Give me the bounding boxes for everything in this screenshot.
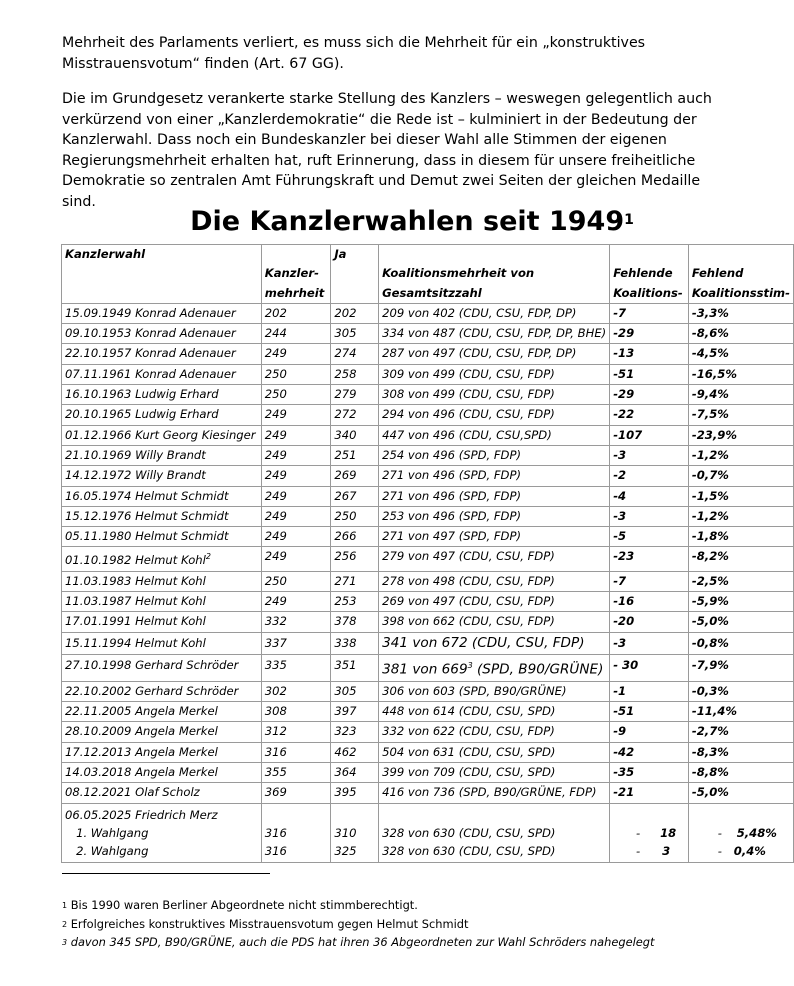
cell-kanzlerwahl: 17.01.1991 Helmut Kohl <box>62 612 262 632</box>
cell-kanzlermehrheit: 335 <box>261 654 331 681</box>
cell-fehlende: -35 <box>610 763 689 783</box>
table-row <box>62 702 794 722</box>
cell-ja: 202 <box>331 303 379 323</box>
cell-kanzlermehrheit: 244 <box>261 324 331 344</box>
cell-kanzlerwahl: 16.10.1963 Ludwig Erhard <box>62 385 262 405</box>
cell-fehlende: -3 <box>610 506 689 526</box>
cell-fehlend-prozent: -16,5% <box>688 364 793 384</box>
cell-ja: 256 <box>331 547 379 571</box>
cell-fehlend-prozent: -0,7% <box>688 466 793 486</box>
cell-fehlend-prozent: -7,5% <box>688 405 793 425</box>
cell-koalition: 504 von 631 (CDU, CSU, SPD) <box>379 742 610 762</box>
cell-ja: 338 <box>331 632 379 654</box>
cell-kanzlermehrheit: 332 <box>261 612 331 632</box>
cell-ja: 323 <box>331 722 379 742</box>
cell-ja: 274 <box>331 344 379 364</box>
cell-fehlende: -16 <box>610 591 689 611</box>
cell-kanzlermehrheit: 308 <box>261 702 331 722</box>
table-row <box>62 763 794 783</box>
cell-kanzlerwahl: 14.12.1972 Willy Brandt <box>62 466 262 486</box>
cell-fehlend-prozent: -5,0% <box>688 612 793 632</box>
cell-kanzlermehrheit: 312 <box>261 722 331 742</box>
header-kanzlermehrheit: Kanzler- mehrheit <box>261 245 331 304</box>
cell-kanzlermehrheit: 249 <box>261 486 331 506</box>
cell-fehlende: -42 <box>610 742 689 762</box>
cell-ja: 340 <box>331 425 379 445</box>
table-row <box>62 571 794 591</box>
cell-koalition: 448 von 614 (CDU, CSU, SPD) <box>379 702 610 722</box>
table-header-row <box>62 245 794 304</box>
cell-kanzlermehrheit: 249 <box>261 405 331 425</box>
footnote-2: $^2$ Erfolgreiches konstruktives Misstrauensvotum gegen Helmut Schmidt <box>62 917 469 931</box>
cell-fehlend-prozent: -8,6% <box>688 324 793 344</box>
cell-kanzlerwahl: 22.11.2005 Angela Merkel <box>62 702 262 722</box>
cell-koalition: 253 von 496 (SPD, FDP) <box>379 506 610 526</box>
cell-kanzlermehrheit: 249 <box>261 425 331 445</box>
cell-ja: 269 <box>331 466 379 486</box>
cell-ja: 397 <box>331 702 379 722</box>
cell-kanzlerwahl: 09.10.1953 Konrad Adenauer <box>62 324 262 344</box>
cell-koalition: 399 von 709 (CDU, CSU, SPD) <box>379 763 610 783</box>
cell-fehlende: -7 <box>610 571 689 591</box>
cell-koalition: 308 von 499 (CDU, CSU, FDP) <box>379 385 610 405</box>
footnote-1: $^1$ Bis 1990 waren Berliner Abgeordnete nicht stimmberechtigt. <box>62 898 418 912</box>
cell-kanzlerwahl: 15.09.1949 Konrad Adenauer <box>62 303 262 323</box>
table-row <box>62 612 794 632</box>
header-ja: Ja <box>331 245 379 304</box>
cell-koalition: 269 von 497 (CDU, CSU, FDP) <box>379 591 610 611</box>
table-row <box>62 591 794 611</box>
cell-kanzlerwahl: 01.10.1982 Helmut Kohl$^2$ <box>62 547 262 571</box>
table-row <box>62 527 794 547</box>
header-koalitionsmehrheit: Koalitionsmehrheit von Gesamtsitzzahl <box>379 245 610 304</box>
table-row <box>62 344 794 364</box>
cell-fehlend-prozent: -23,9% <box>688 425 793 445</box>
cell-ja: 378 <box>331 612 379 632</box>
intro-paragraph-1: Mehrheit des Parlaments verliert, es muss sich die Mehrheit für ein „konstruktives Misstrauensvotum“ finden (Art. 67 GG). <box>62 35 646 72</box>
cell-fehlend-prozent: -1,2% <box>688 445 793 465</box>
table-row-merz <box>62 803 794 862</box>
cell-koalition: 306 von 603 (SPD, B90/GRÜNE) <box>379 681 610 701</box>
cell-kanzlerwahl: 16.05.1974 Helmut Schmidt <box>62 486 262 506</box>
cell-kanzlerwahl: 15.12.1976 Helmut Schmidt <box>62 506 262 526</box>
cell-kanzlermehrheit: 250 <box>261 385 331 405</box>
cell-koalition: 309 von 499 (CDU, CSU, FDP) <box>379 364 610 384</box>
cell-kanzlerwahl: 28.10.2009 Angela Merkel <box>62 722 262 742</box>
cell-fehlend-prozent: -7,9% <box>688 654 793 681</box>
table-row <box>62 722 794 742</box>
cell-koalition: 271 von 497 (SPD, FDP) <box>379 527 610 547</box>
cell-ja: 267 <box>331 486 379 506</box>
cell-ja: 351 <box>331 654 379 681</box>
cell-fehlend-prozent: - 5,48% - 0,4% <box>688 803 793 862</box>
cell-koalition: 279 von 497 (CDU, CSU, FDP) <box>379 547 610 571</box>
cell-kanzlerwahl: 22.10.2002 Gerhard Schröder <box>62 681 262 701</box>
cell-fehlend-prozent: -5,0% <box>688 783 793 803</box>
table-row <box>62 632 794 654</box>
header-fehlend-prozent: Fehlend Koalitionsstim- <box>688 245 793 304</box>
cell-fehlend-prozent: -8,3% <box>688 742 793 762</box>
cell-fehlend-prozent: -1,8% <box>688 527 793 547</box>
cell-fehlende: -1 <box>610 681 689 701</box>
cell-ja: 250 <box>331 506 379 526</box>
table-row <box>62 466 794 486</box>
cell-kanzlerwahl: 15.11.1994 Helmut Kohl <box>62 632 262 654</box>
cell-koalition: 209 von 402 (CDU, CSU, FDP, DP) <box>379 303 610 323</box>
table-row <box>62 324 794 344</box>
cell-koalition: 328 von 630 (CDU, CSU, SPD) 328 von 630 (CDU, CSU, SPD) <box>379 803 610 862</box>
table-row <box>62 445 794 465</box>
cell-ja: 271 <box>331 571 379 591</box>
cell-fehlende: -107 <box>610 425 689 445</box>
table-row <box>62 654 794 681</box>
cell-fehlende: -20 <box>610 612 689 632</box>
cell-fehlend-prozent: -2,7% <box>688 722 793 742</box>
cell-fehlende: - 30 <box>610 654 689 681</box>
cell-fehlend-prozent: -4,5% <box>688 344 793 364</box>
cell-kanzlermehrheit: 202 <box>261 303 331 323</box>
cell-ja: 279 <box>331 385 379 405</box>
cell-kanzlermehrheit: 249 <box>261 527 331 547</box>
cell-fehlende: -7 <box>610 303 689 323</box>
table-row <box>62 425 794 445</box>
cell-koalition: 398 von 662 (CDU, CSU, FDP) <box>379 612 610 632</box>
cell-kanzlerwahl: 01.12.1966 Kurt Georg Kiesinger <box>62 425 262 445</box>
cell-ja: 305 <box>331 324 379 344</box>
cell-kanzlerwahl: 21.10.1969 Willy Brandt <box>62 445 262 465</box>
cell-ja: 258 <box>331 364 379 384</box>
cell-ja: 305 <box>331 681 379 701</box>
cell-kanzlermehrheit: 355 <box>261 763 331 783</box>
cell-kanzlerwahl: 27.10.1998 Gerhard Schröder <box>62 654 262 681</box>
cell-fehlende: -4 <box>610 486 689 506</box>
cell-kanzlermehrheit: 250 <box>261 571 331 591</box>
cell-kanzlermehrheit: 337 <box>261 632 331 654</box>
table-row <box>62 405 794 425</box>
cell-fehlend-prozent: -2,5% <box>688 571 793 591</box>
cell-kanzlerwahl: 05.11.1980 Helmut Schmidt <box>62 527 262 547</box>
table-row <box>62 547 794 571</box>
table-row <box>62 364 794 384</box>
cell-koalition: 294 von 496 (CDU, CSU, FDP) <box>379 405 610 425</box>
cell-kanzlermehrheit: 302 <box>261 681 331 701</box>
cell-kanzlerwahl: 22.10.1957 Konrad Adenauer <box>62 344 262 364</box>
cell-koalition: 332 von 622 (CDU, CSU, FDP) <box>379 722 610 742</box>
cell-fehlende: -22 <box>610 405 689 425</box>
table-title-text: Die Kanzlerwahlen seit 1949 <box>190 206 625 237</box>
title-footnote-marker: 1 <box>624 212 634 228</box>
cell-kanzlerwahl: 11.03.1983 Helmut Kohl <box>62 571 262 591</box>
cell-kanzlermehrheit: 249 <box>261 591 331 611</box>
cell-koalition: 416 von 736 (SPD, B90/GRÜNE, FDP) <box>379 783 610 803</box>
cell-fehlend-prozent: -8,8% <box>688 763 793 783</box>
cell-fehlend-prozent: -8,2% <box>688 547 793 571</box>
table-title <box>0 204 794 240</box>
cell-ja: 272 <box>331 405 379 425</box>
cell-kanzlermehrheit: 249 <box>261 506 331 526</box>
cell-fehlende: -29 <box>610 385 689 405</box>
cell-fehlende: -13 <box>610 344 689 364</box>
cell-fehlende: -2 <box>610 466 689 486</box>
header-kanzlerwahl: Kanzlerwahl <box>62 245 262 304</box>
cell-ja: 251 <box>331 445 379 465</box>
cell-fehlende: - 18 - 3 <box>610 803 689 862</box>
cell-kanzlerwahl: 20.10.1965 Ludwig Erhard <box>62 405 262 425</box>
cell-fehlend-prozent: -5,9% <box>688 591 793 611</box>
cell-fehlende: -3 <box>610 445 689 465</box>
cell-koalition: 271 von 496 (SPD, FDP) <box>379 466 610 486</box>
table-row <box>62 303 794 323</box>
cell-fehlend-prozent: -9,4% <box>688 385 793 405</box>
footnote-separator <box>62 873 270 874</box>
cell-kanzlerwahl: 14.03.2018 Angela Merkel <box>62 763 262 783</box>
cell-kanzlerwahl: 06.05.2025 Friedrich Merz 1. Wahlgang 2. Wahlgang <box>62 803 262 862</box>
cell-fehlend-prozent: -0,8% <box>688 632 793 654</box>
cell-fehlend-prozent: -1,2% <box>688 506 793 526</box>
cell-koalition: 341 von 672 (CDU, CSU, FDP) <box>379 632 610 654</box>
cell-kanzlermehrheit: 250 <box>261 364 331 384</box>
cell-kanzlermehrheit: 369 <box>261 783 331 803</box>
cell-koalition: 278 von 498 (CDU, CSU, FDP) <box>379 571 610 591</box>
cell-ja: 253 <box>331 591 379 611</box>
cell-koalition: 254 von 496 (SPD, FDP) <box>379 445 610 465</box>
header-fehlende: Fehlende Koalitions- <box>610 245 689 304</box>
table-row <box>62 486 794 506</box>
cell-kanzlermehrheit: 249 <box>261 547 331 571</box>
cell-fehlend-prozent: -11,4% <box>688 702 793 722</box>
cell-fehlende: -23 <box>610 547 689 571</box>
cell-kanzlerwahl: 07.11.1961 Konrad Adenauer <box>62 364 262 384</box>
cell-fehlend-prozent: -0,3% <box>688 681 793 701</box>
cell-kanzlerwahl: 11.03.1987 Helmut Kohl <box>62 591 262 611</box>
cell-kanzlermehrheit: 249 <box>261 445 331 465</box>
cell-kanzlerwahl: 17.12.2013 Angela Merkel <box>62 742 262 762</box>
cell-fehlende: -5 <box>610 527 689 547</box>
cell-koalition: 334 von 487 (CDU, CSU, FDP, DP, BHE) <box>379 324 610 344</box>
cell-koalition: 271 von 496 (SPD, FDP) <box>379 486 610 506</box>
cell-ja: 395 <box>331 783 379 803</box>
cell-koalition: 381 von $669^3$ (SPD, B90/GRÜNE) <box>379 654 610 681</box>
cell-ja: 310 325 <box>331 803 379 862</box>
footnote-3: $^3$ davon 345 SPD, B90/GRÜNE, auch die PDS hat ihren 36 Abgeordneten zur Wahl Schröders nahegelegt <box>62 935 655 949</box>
cell-kanzlerwahl: 08.12.2021 Olaf Scholz <box>62 783 262 803</box>
kanzlerwahlen-table <box>61 244 794 863</box>
cell-fehlende: -51 <box>610 702 689 722</box>
cell-fehlende: -9 <box>610 722 689 742</box>
cell-fehlend-prozent: -3,3% <box>688 303 793 323</box>
cell-fehlende: -21 <box>610 783 689 803</box>
cell-koalition: 287 von 497 (CDU, CSU, FDP, DP) <box>379 344 610 364</box>
cell-ja: 266 <box>331 527 379 547</box>
table-row <box>62 506 794 526</box>
cell-fehlende: -3 <box>610 632 689 654</box>
cell-kanzlermehrheit: 316 316 <box>261 803 331 862</box>
cell-fehlend-prozent: -1,5% <box>688 486 793 506</box>
cell-kanzlermehrheit: 249 <box>261 466 331 486</box>
cell-koalition: 447 von 496 (CDU, CSU,SPD) <box>379 425 610 445</box>
table-row <box>62 783 794 803</box>
table-row <box>62 742 794 762</box>
cell-fehlende: -29 <box>610 324 689 344</box>
table-row <box>62 385 794 405</box>
intro-paragraph-2: Die im Grundgesetz verankerte starke Stellung des Kanzlers – weswegen gelegentlich auch verkürzend von einer „Kanzlerdemokratie“ die Rede ist – kulminiert in der Bedeutung der Kanzlerwahl. Dass noch ein Bundeskanzler bei dieser Wahl alle Stimmen der eigenen Regierungsmehrheit erhalten hat, ruft Erinnerung, dass in diesem für unsere freiheitliche Demokratie so zentralen Amt Führungskraft und Demut zwei Seiten der gleichen Medaille sind. <box>62 91 712 210</box>
cell-ja: 462 <box>331 742 379 762</box>
table-row <box>62 681 794 701</box>
cell-kanzlermehrheit: 316 <box>261 742 331 762</box>
cell-ja: 364 <box>331 763 379 783</box>
cell-kanzlermehrheit: 249 <box>261 344 331 364</box>
cell-fehlende: -51 <box>610 364 689 384</box>
